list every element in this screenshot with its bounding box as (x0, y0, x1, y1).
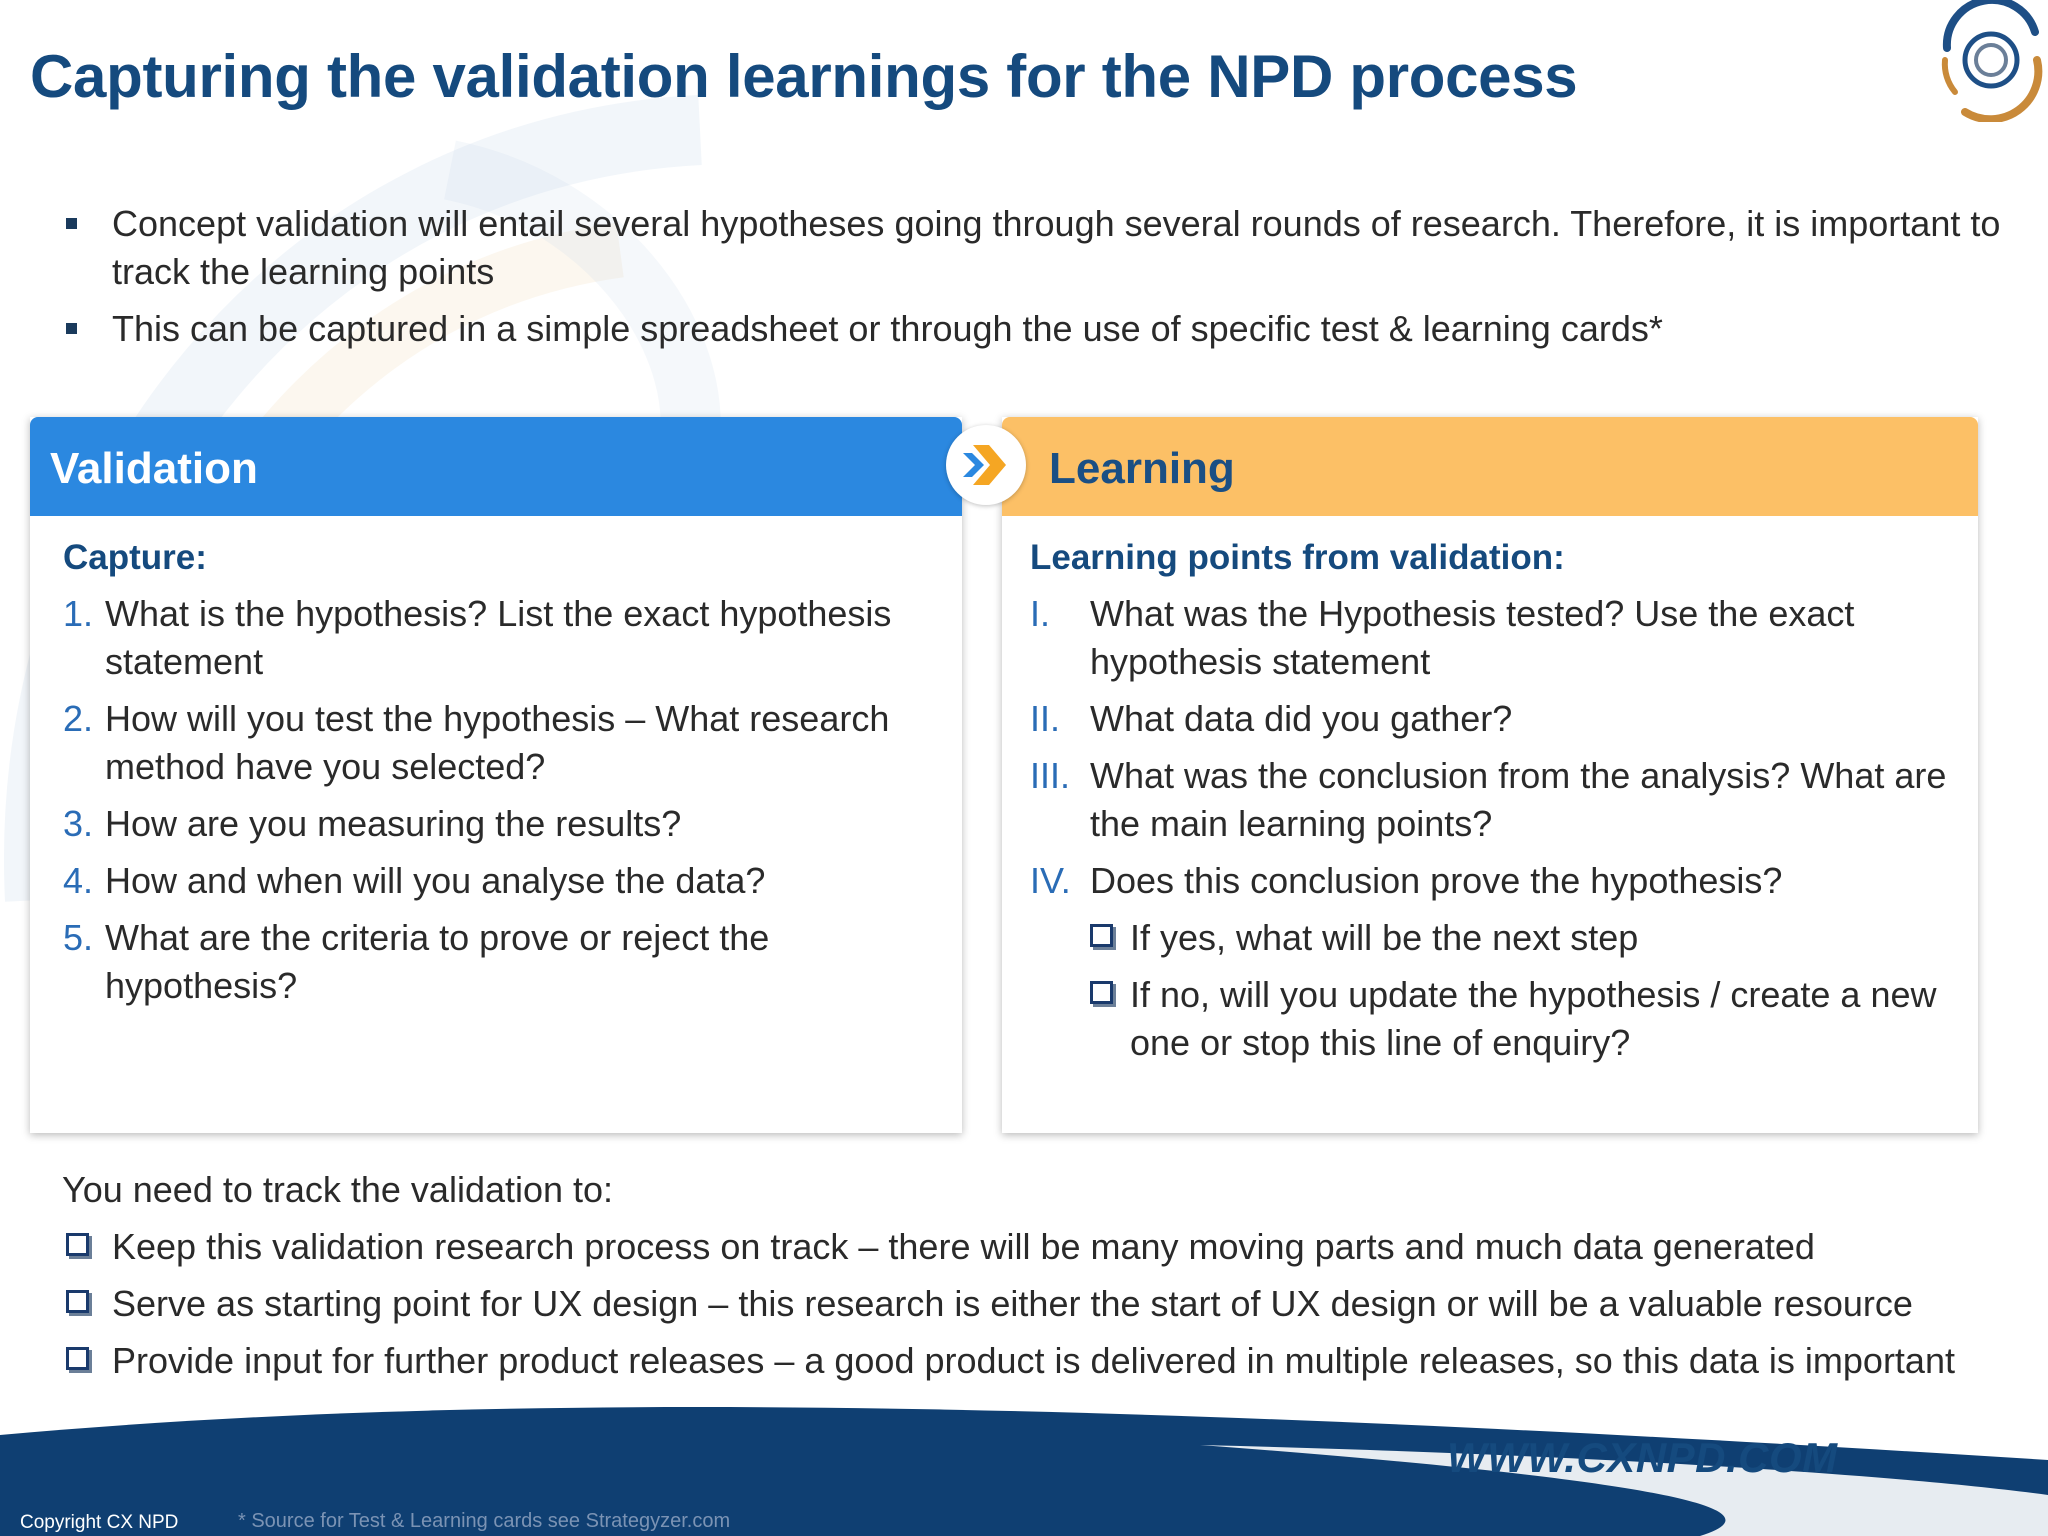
validation-list-item (63, 914, 942, 1010)
tracking-item-text: Serve as starting point for UX design – this research is either the start of UX design or will be a valuable resource (112, 1283, 1913, 1324)
square-bullet-icon (66, 323, 77, 334)
learning-item-text: Does this conclusion prove the hypothesis? (1090, 860, 1783, 901)
intro-bullet-text: Concept validation will entail several hypotheses going through several rounds of research. Therefore, it is important to track the learning points (112, 203, 2001, 292)
page-title: Capturing the validation learnings for the NPD process (30, 43, 1578, 110)
tracking-item (62, 1223, 2022, 1271)
validation-item-text: How will you test the hypothesis – What research method have you selected? (105, 698, 890, 787)
validation-list-item (63, 857, 942, 905)
validation-list-item (63, 800, 942, 848)
tracking-item (62, 1337, 2022, 1385)
learning-item-text: What data did you gather? (1090, 698, 1513, 739)
learning-item-text: What was the conclusion from the analysis? What are the main learning points? (1090, 755, 1947, 844)
intro-bullet-item (62, 305, 2048, 353)
learning-sub-list (1030, 914, 1958, 1067)
tracking-item-text: Keep this validation research process on track – there will be many moving parts and much data generated (112, 1226, 1815, 1267)
learning-sub-item-text: If yes, what will be the next step (1130, 917, 1639, 958)
website-link[interactable]: WWW.CXNPD.COM (1447, 1434, 1838, 1481)
copyright-text: Copyright CX NPD (20, 1512, 179, 1533)
list-marker: 2. (63, 698, 94, 739)
checkbox-bullet-icon (66, 1233, 89, 1256)
validation-item-text: What are the criteria to prove or reject the hypothesis? (105, 917, 770, 1006)
checkbox-bullet-icon (66, 1290, 89, 1313)
tracking-item (62, 1280, 2022, 1328)
learning-subheader: Learning points from validation: (1030, 538, 1565, 577)
learning-list-item (1030, 752, 1958, 848)
roman-marker: II. (1030, 698, 1061, 739)
tracking-section (62, 1166, 2022, 1385)
learning-sub-item (1090, 914, 1958, 962)
tracking-item-text: Provide input for further product releases – a good product is delivered in multiple releases, so this data is important (112, 1340, 1955, 1381)
validation-item-text: How and when will you analyse the data? (105, 860, 766, 901)
checkbox-bullet-icon (1090, 924, 1113, 947)
roman-marker: III. (1030, 755, 1071, 796)
validation-card (30, 417, 962, 1133)
validation-item-text: What is the hypothesis? List the exact hypothesis statement (105, 593, 892, 682)
checkbox-bullet-icon (1090, 981, 1113, 1004)
learning-list-item (1030, 857, 1958, 905)
list-marker: 5. (63, 917, 94, 958)
learning-sub-item-text: If no, will you update the hypothesis / create a new one or stop this line of enquiry? (1130, 974, 1937, 1063)
learning-card-title: Learning (1049, 444, 1235, 493)
concentric-ring-logo-icon (1925, 0, 2048, 122)
validation-list-item (63, 590, 942, 686)
source-footnote: * Source for Test & Learning cards see Strategyzer.com (238, 1510, 731, 1532)
learning-card-body (1002, 516, 1978, 1067)
chevron-connector (946, 425, 1026, 505)
intro-bullet-text: This can be captured in a simple spreadsheet or through the use of specific test & learning cards* (112, 308, 1663, 349)
learning-card (1002, 417, 1978, 1133)
list-marker: 3. (63, 803, 94, 844)
validation-item-text: How are you measuring the results? (105, 803, 682, 844)
validation-card-body (30, 516, 962, 1010)
learning-list-item (1030, 590, 1958, 686)
validation-card-title: Validation (50, 444, 258, 493)
roman-marker: I. (1030, 593, 1051, 634)
square-bullet-icon (66, 218, 77, 229)
intro-bullet-list (62, 200, 2048, 353)
validation-list-item (63, 695, 942, 791)
learning-card-header (1002, 417, 1978, 516)
list-marker: 4. (63, 860, 94, 901)
learning-item-text: What was the Hypothesis tested? Use the exact hypothesis statement (1090, 593, 1855, 682)
learning-sub-item (1090, 971, 1958, 1067)
list-marker: 1. (63, 593, 94, 634)
chevron-right-icon (946, 425, 1026, 505)
tracking-intro: You need to track the validation to: (62, 1169, 614, 1210)
learning-list-item (1030, 695, 1958, 743)
intro-bullet-item (62, 200, 2048, 296)
roman-marker: IV. (1030, 860, 1071, 901)
checkbox-bullet-icon (66, 1347, 89, 1370)
validation-subheader: Capture: (63, 538, 207, 577)
validation-card-header (30, 417, 962, 516)
